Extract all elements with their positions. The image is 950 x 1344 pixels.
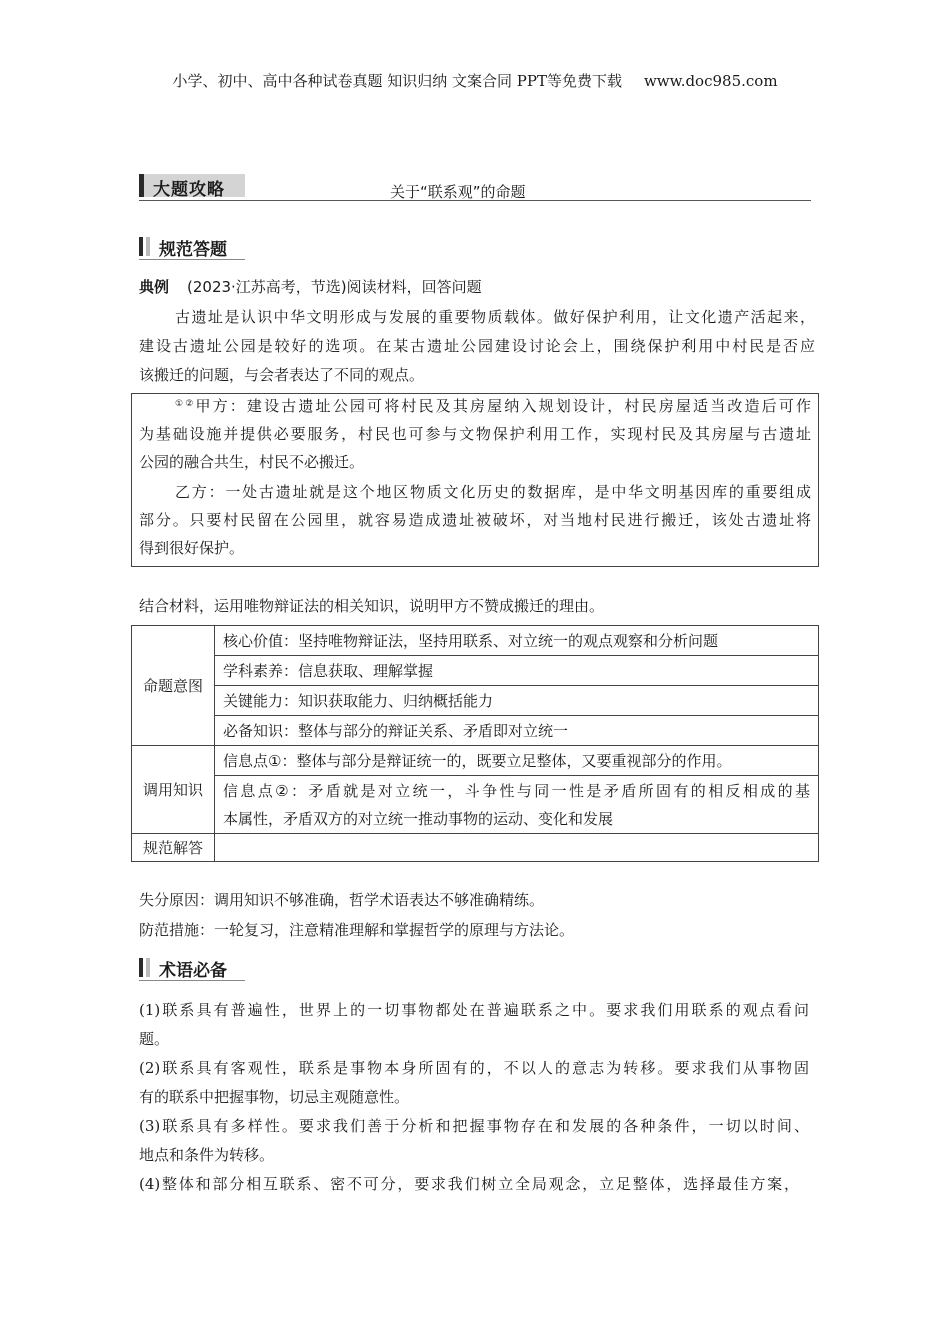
section-main-label: 大题攻略 — [153, 180, 225, 200]
intro-line-3: 该搬迁的问题，与会者表达了不同的观点。 — [139, 366, 425, 384]
intro-line-1: 古遗址是认识中华文明形成与发展的重要物质载体。做好保护利用，让文化遗产活起来， — [175, 308, 815, 326]
prevent-measure: 防范措施：一轮复习，注意精准理解和掌握哲学的原理与方法论。 — [139, 921, 575, 939]
heading-mark-light — [146, 958, 150, 977]
heading-mark-dark — [139, 958, 143, 977]
table-row — [132, 686, 819, 716]
jia-line-3: 公园的融合共生，村民不必搬迁。 — [139, 453, 365, 471]
table-row — [132, 746, 819, 776]
yi-line-3: 得到很好保护。 — [139, 539, 245, 557]
section-heading-2 — [139, 956, 249, 980]
table-row — [132, 834, 819, 862]
loss-reason: 失分原因：调用知识不够准确，哲学术语表达不够准确精练。 — [139, 891, 545, 909]
jia-text-1: 甲方：建设古遗址公园可将村民及其房屋纳入规划设计，村民房屋适当改造后可作 — [195, 397, 811, 415]
section-main-title: 关于“联系观”的命题 — [390, 183, 526, 201]
intent-row-3: 关键能力：知识获取能力、归纳概括能力 — [215, 686, 819, 716]
yi-line-1: 乙方：一处古遗址就是这个地区物质文化历史的数据库，是中华文明基因库的重要组成 — [175, 483, 811, 501]
section-main-badge — [139, 174, 245, 200]
header-text: 小学、初中、高中各种试卷真题 知识归纳 文案合同 PPT等免费下载 — [172, 72, 622, 90]
analysis-table — [131, 625, 819, 862]
knowledge-2-line-2: 本属性，矛盾双方的对立统一推动事物的运动、变化和发展 — [223, 809, 614, 828]
question-text: 结合材料，运用唯物辩证法的相关知识，说明甲方不赞成搬迁的理由。 — [139, 597, 605, 615]
knowledge-2-line-1: 信息点②：矛盾就是对立统一，斗争性与同一性是矛盾所固有的相反相成的基 — [223, 781, 810, 800]
term-line-5: (3)联系具有多样性。要求我们善于分析和把握事物存在和发展的各种条件，一切以时间、 — [139, 1117, 809, 1135]
jia-line-1 — [175, 392, 811, 420]
info-marks: ①② — [175, 399, 196, 409]
knowledge-row-2 — [215, 776, 819, 834]
table-row — [132, 656, 819, 686]
section-1-label: 规范答题 — [159, 240, 227, 260]
knowledge-row-1: 信息点①：整体与部分是辩证统一的，既要立足整体，又要重视部分的作用。 — [215, 746, 819, 776]
intro-line-2: 建设古遗址公园是较好的选项。在某古遗址公园建设讨论会上，围绕保护利用中村民是否应 — [139, 337, 815, 355]
knowledge-label: 调用知识 — [132, 746, 215, 834]
page-header — [0, 70, 950, 91]
header-site: www.doc985.com — [643, 72, 778, 90]
jia-line-2: 为基础设施并提供必要服务，村民也可参与文物保护利用工作，实现村民及其房屋与古遗址 — [139, 425, 811, 443]
yi-line-2: 部分。只要村民留在公园里，就容易造成遗址被破坏，对当地村民进行搬迁，该处古遗址将 — [139, 511, 811, 529]
term-line-3: (2)联系具有客观性，联系是事物本身所固有的，不以人的意志为转移。要求我们从事物固 — [139, 1059, 809, 1077]
heading-mark-light — [146, 237, 150, 256]
term-line-1: (1)联系具有普遍性，世界上的一切事物都处在普遍联系之中。要求我们用联系的观点看问 — [139, 1001, 809, 1019]
table-row — [132, 626, 819, 656]
term-line-7: (4)整体和部分相互联系、密不可分，要求我们树立全局观念，立足整体，选择最佳方案， — [139, 1175, 799, 1193]
intent-row-4: 必备知识：整体与部分的辩证关系、矛盾即对立统一 — [215, 716, 819, 746]
example-label: 典例 — [139, 278, 170, 296]
section-heading-1 — [139, 235, 249, 259]
section-2-label: 术语必备 — [159, 961, 227, 981]
intent-row-1: 核心价值：坚持唯物辩证法，坚持用联系、对立统一的观点观察和分析问题 — [215, 626, 819, 656]
badge-mark — [139, 174, 144, 197]
term-line-4: 有的联系中把握事物，切忌主观随意性。 — [139, 1088, 410, 1106]
table-row — [132, 716, 819, 746]
heading-underline — [139, 259, 245, 260]
answer-cell — [215, 834, 819, 862]
example-source: (2023·江苏高考，节选)阅读材料，回答问题 — [187, 278, 482, 296]
heading-underline — [139, 980, 245, 981]
answer-label: 规范解答 — [132, 834, 215, 862]
intent-row-2: 学科素养：信息获取、理解掌握 — [215, 656, 819, 686]
term-line-2: 题。 — [139, 1030, 170, 1048]
example-line — [139, 273, 482, 301]
heading-mark-dark — [139, 237, 143, 256]
table-row — [132, 776, 819, 834]
intent-label: 命题意图 — [132, 626, 215, 746]
term-line-6: 地点和条件为转移。 — [139, 1146, 275, 1164]
